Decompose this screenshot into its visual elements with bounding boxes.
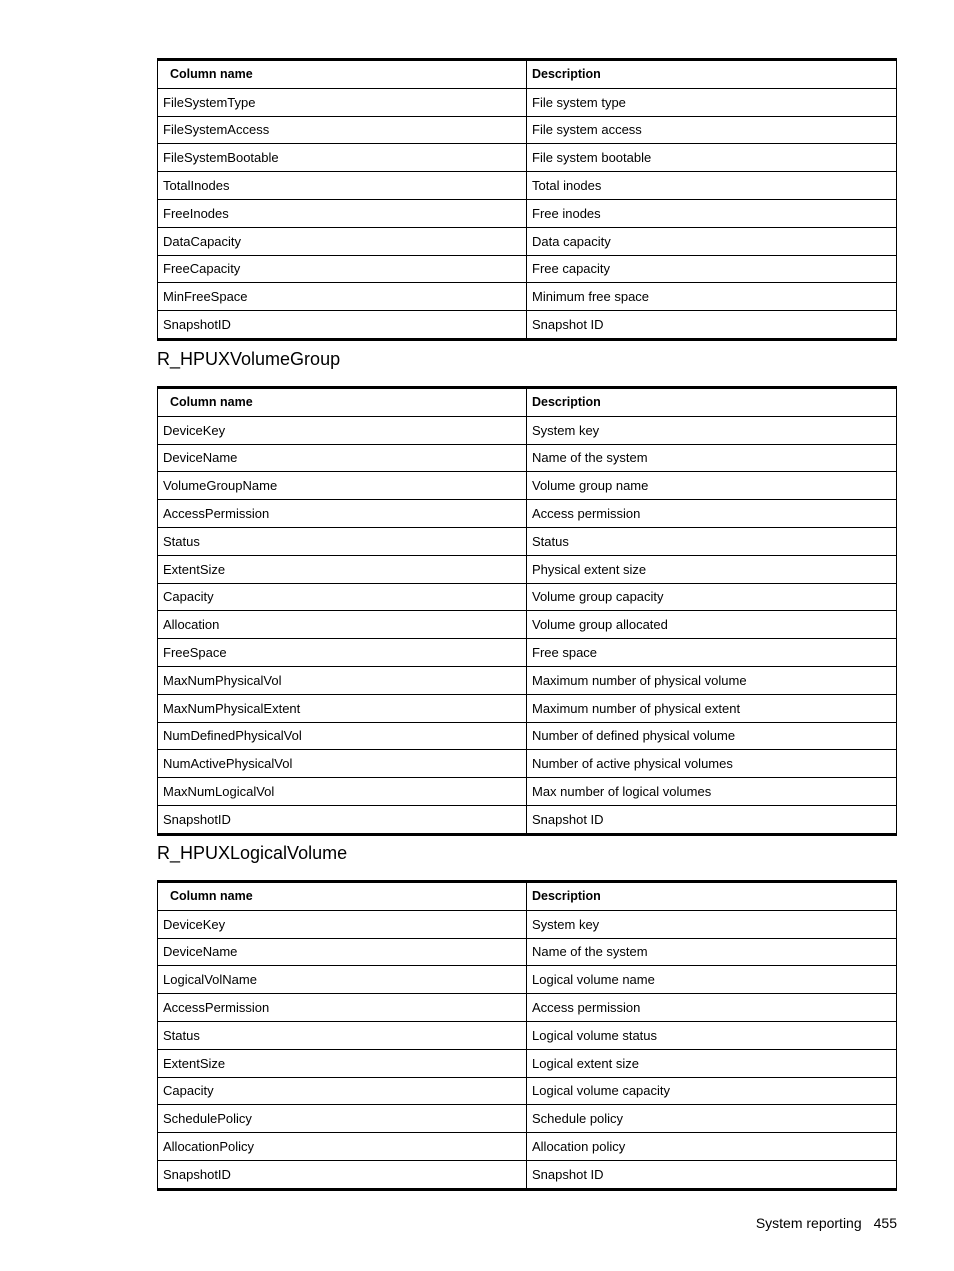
table-row <box>158 805 897 834</box>
cell-description: Snapshot ID <box>527 805 897 834</box>
cell-description: Volume group allocated <box>527 611 897 639</box>
cell-column-name: SnapshotID <box>158 805 527 834</box>
cell-description: Allocation policy <box>527 1133 897 1161</box>
table-row <box>158 116 897 144</box>
cell-column-name: Allocation <box>158 611 527 639</box>
table-row <box>158 938 897 966</box>
cell-column-name: SnapshotID <box>158 1160 527 1189</box>
page-footer <box>756 1215 897 1231</box>
table-header-row <box>158 882 897 911</box>
table-logical-volume <box>157 880 897 1191</box>
table-row <box>158 227 897 255</box>
table-row <box>158 722 897 750</box>
cell-column-name: FileSystemType <box>158 88 527 116</box>
cell-column-name: MaxNumPhysicalVol <box>158 666 527 694</box>
footer-section-name: System reporting <box>755 1215 862 1231</box>
table-header-row <box>158 388 897 417</box>
cell-column-name: FreeSpace <box>158 639 527 667</box>
column-header-name: Column name <box>158 388 527 417</box>
table-row <box>158 666 897 694</box>
cell-description: Data capacity <box>527 227 897 255</box>
table-row <box>158 555 897 583</box>
cell-column-name: AccessPermission <box>158 500 527 528</box>
cell-column-name: NumDefinedPhysicalVol <box>158 722 527 750</box>
column-header-description: Description <box>527 388 897 417</box>
cell-description: Number of active physical volumes <box>527 750 897 778</box>
table-header-row <box>158 60 897 89</box>
cell-description: System key <box>527 910 897 938</box>
table-row <box>158 1133 897 1161</box>
cell-description: Schedule policy <box>527 1105 897 1133</box>
page-number: 455 <box>873 1215 897 1231</box>
cell-description: Total inodes <box>527 172 897 200</box>
cell-description: Logical volume capacity <box>527 1077 897 1105</box>
table-row <box>158 639 897 667</box>
cell-column-name: AllocationPolicy <box>158 1133 527 1161</box>
cell-column-name: FreeCapacity <box>158 255 527 283</box>
cell-column-name: ExtentSize <box>158 555 527 583</box>
table-row <box>158 311 897 340</box>
table-row <box>158 88 897 116</box>
table-row <box>158 966 897 994</box>
table-row <box>158 611 897 639</box>
table-row <box>158 283 897 311</box>
table-filesystem <box>157 58 897 341</box>
cell-description: File system type <box>527 88 897 116</box>
table-row <box>158 172 897 200</box>
cell-column-name: Capacity <box>158 1077 527 1105</box>
cell-description: Free space <box>527 639 897 667</box>
cell-column-name: FreeInodes <box>158 199 527 227</box>
table-row <box>158 910 897 938</box>
table-row <box>158 199 897 227</box>
cell-description: Maximum number of physical volume <box>527 666 897 694</box>
table-row <box>158 694 897 722</box>
cell-description: Free inodes <box>527 199 897 227</box>
table-row <box>158 1160 897 1189</box>
cell-column-name: DeviceName <box>158 444 527 472</box>
section-title-volume-group: R_HPUXVolumeGroup <box>157 349 341 369</box>
table-row <box>158 1077 897 1105</box>
cell-column-name: MaxNumPhysicalExtent <box>158 694 527 722</box>
section-title-logical-volume: R_HPUXLogicalVolume <box>157 843 348 863</box>
table-row <box>158 1049 897 1077</box>
cell-column-name: FileSystemBootable <box>158 144 527 172</box>
table-row <box>158 472 897 500</box>
table-body <box>158 88 897 339</box>
table-row <box>158 750 897 778</box>
table-row <box>158 255 897 283</box>
table-row <box>158 994 897 1022</box>
cell-column-name: FileSystemAccess <box>158 116 527 144</box>
table-body <box>158 910 897 1189</box>
table-row <box>158 444 897 472</box>
cell-column-name: TotalInodes <box>158 172 527 200</box>
cell-column-name: LogicalVolName <box>158 966 527 994</box>
table-row <box>158 527 897 555</box>
table-row <box>158 583 897 611</box>
cell-description: Snapshot ID <box>527 1160 897 1189</box>
cell-description: System key <box>527 416 897 444</box>
table-row <box>158 778 897 806</box>
cell-description: Maximum number of physical extent <box>527 694 897 722</box>
cell-description: Volume group name <box>527 472 897 500</box>
table-volume-group <box>157 386 897 836</box>
cell-description: Access permission <box>527 994 897 1022</box>
column-header-name: Column name <box>158 60 527 89</box>
cell-description: Logical volume name <box>527 966 897 994</box>
cell-description: File system access <box>527 116 897 144</box>
cell-column-name: Status <box>158 527 527 555</box>
cell-column-name: DeviceName <box>158 938 527 966</box>
column-header-description: Description <box>527 60 897 89</box>
cell-column-name: Status <box>158 1021 527 1049</box>
cell-description: Minimum free space <box>527 283 897 311</box>
cell-description: Name of the system <box>527 444 897 472</box>
cell-description: Snapshot ID <box>527 311 897 340</box>
table-row <box>158 500 897 528</box>
cell-column-name: ExtentSize <box>158 1049 527 1077</box>
cell-column-name: DataCapacity <box>158 227 527 255</box>
cell-description: Logical volume status <box>527 1021 897 1049</box>
cell-column-name: SchedulePolicy <box>158 1105 527 1133</box>
cell-description: File system bootable <box>527 144 897 172</box>
cell-description: Name of the system <box>527 938 897 966</box>
table-body <box>158 416 897 834</box>
cell-column-name: VolumeGroupName <box>158 472 527 500</box>
table-row <box>158 1021 897 1049</box>
cell-description: Physical extent size <box>527 555 897 583</box>
cell-description: Number of defined physical volume <box>527 722 897 750</box>
cell-column-name: DeviceKey <box>158 416 527 444</box>
cell-column-name: DeviceKey <box>158 910 527 938</box>
cell-column-name: MinFreeSpace <box>158 283 527 311</box>
cell-description: Volume group capacity <box>527 583 897 611</box>
cell-column-name: NumActivePhysicalVol <box>158 750 527 778</box>
cell-description: Free capacity <box>527 255 897 283</box>
column-header-name: Column name <box>158 882 527 911</box>
table-row <box>158 1105 897 1133</box>
table-row <box>158 144 897 172</box>
cell-column-name: MaxNumLogicalVol <box>158 778 527 806</box>
cell-description: Status <box>527 527 897 555</box>
cell-description: Access permission <box>527 500 897 528</box>
cell-column-name: Capacity <box>158 583 527 611</box>
column-header-description: Description <box>527 882 897 911</box>
cell-description: Max number of logical volumes <box>527 778 897 806</box>
cell-column-name: AccessPermission <box>158 994 527 1022</box>
table-row <box>158 416 897 444</box>
cell-description: Logical extent size <box>527 1049 897 1077</box>
cell-column-name: SnapshotID <box>158 311 527 340</box>
